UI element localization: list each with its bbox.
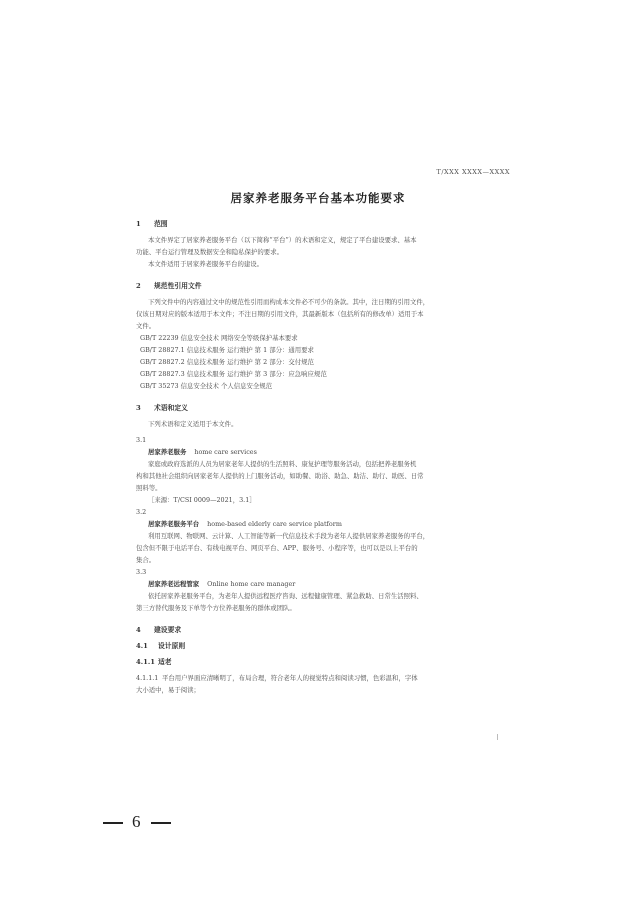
section-title: 适老: [158, 658, 172, 666]
document-id: T/XXX XXXX—XXXX: [436, 168, 510, 176]
term-name: 居家养老远程管家: [148, 580, 200, 588]
reference-item: GB/T 28827.3 信息技术服务 运行维护 第 3 部分：应急响应规范: [140, 370, 327, 378]
section-number: 1: [136, 220, 141, 228]
definition-line: 依托居家养老服务平台，为老年人提供远程医疗咨询、远程健康管理、紧急救助、日常生活照料、: [148, 592, 423, 600]
term-name: 居家养老服务平台: [148, 520, 200, 528]
definition-line: 利用互联网、物联网、云计算、人工智能等新一代信息技术手段为老年人提供居家养老服务的平台，: [148, 532, 430, 540]
section-heading-normative-references: [136, 280, 508, 292]
clause-line: [136, 672, 508, 684]
term-number: 3.2: [136, 508, 147, 516]
document-body: [136, 218, 508, 696]
subsection-heading-elderly-friendly: [136, 656, 508, 668]
section-heading-construction: [136, 624, 508, 636]
clause-line: 大小适中，易于阅读；: [136, 686, 200, 694]
scan-mark: [497, 734, 498, 740]
term-english: home care services: [194, 448, 257, 456]
term-name: 居家养老服务: [148, 448, 187, 456]
reference-item: GB/T 28827.1 信息技术服务 运行维护 第 1 部分：通用要求: [140, 346, 314, 354]
term-entry: [136, 518, 508, 530]
dash-left: [103, 822, 123, 824]
page-number: 6: [132, 812, 142, 831]
definition-line: 构和其他社会组织向居家老年人提供的上门服务活动，如助餐、助浴、助急、助洁、助行、助医、日常: [136, 472, 424, 480]
section-number: 2: [136, 282, 141, 290]
term-number: 3.3: [136, 568, 147, 576]
term-english: home-based elderly care service platform: [207, 520, 342, 528]
definition-line: 家庭或政府选派的人员为居家老年人提供的生活照料、康复护理等服务活动，包括把养老服务机: [148, 460, 417, 468]
page-number-footer: [94, 812, 180, 832]
section-title: 设计原则: [158, 642, 186, 650]
section-number: 3: [136, 404, 141, 412]
section-heading-terms: [136, 402, 508, 414]
document-title: 居家养老服务平台基本功能要求: [230, 191, 406, 205]
section-heading-scope: [136, 218, 508, 230]
section-number: 4.1.1: [136, 658, 155, 666]
clause-number: 4.1.1.1: [136, 674, 159, 682]
definition-line: 集合。: [136, 556, 156, 564]
reference-item: GB/T 35273 信息安全技术 个人信息安全规范: [140, 382, 273, 390]
section-title: 术语和定义: [154, 404, 188, 412]
definition-line: 照料等。: [136, 484, 162, 492]
subsection-heading-design-principles: [136, 640, 508, 652]
term-number: 3.1: [136, 436, 147, 444]
paragraph-line: 本文件界定了居家养老服务平台（以下简称“平台”）的术语和定义，规定了平台建设要求、基本: [148, 236, 417, 244]
paragraph-line: 功能、平台运行管理及数据安全和隐私保护的要求。: [136, 248, 283, 256]
term-english: Online home care manager: [207, 580, 296, 588]
dash-right: [151, 822, 171, 824]
term-entry: [136, 446, 508, 458]
paragraph-line: 下列文件中的内容通过文中的规范性引用而构成本文件必不可少的条款。其中，注日期的引用文件，: [148, 298, 430, 306]
term-entry: [136, 578, 508, 590]
section-number: 4.1: [136, 642, 148, 650]
clause-text: 平台用户界面应清晰明了，布局合理，符合老年人的视觉特点和阅读习惯，色彩温和，字体: [162, 674, 418, 682]
definition-line: 包含但不限于电话平台、有线电视平台、网页平台、APP、服务号、小程序等，也可以是以上平台的: [136, 544, 418, 552]
definition-line: 第三方替代服务及下单等个方位养老服务的群体或团队。: [136, 604, 296, 612]
section-title: 范围: [154, 220, 168, 228]
section-number: 4: [136, 626, 141, 634]
section-title: 规范性引用文件: [154, 282, 202, 290]
section-title: 建设要求: [154, 626, 182, 634]
paragraph-line: 本文件适用于居家养老服务平台的建设。: [148, 260, 264, 268]
reference-item: GB/T 28827.2 信息技术服务 运行维护 第 2 部分：交付规范: [140, 358, 314, 366]
paragraph-line: 下列术语和定义适用于本文件。: [148, 420, 238, 428]
definition-source: ［来源：T/CSI 0009—2021，3.1］: [148, 496, 256, 504]
reference-item: GB/T 22239 信息安全技术 网络安全等级保护基本要求: [140, 334, 298, 342]
paragraph-line: 文件。: [136, 322, 156, 330]
paragraph-line: 仅该日期对应的版本适用于本文件；不注日期的引用文件，其最新版本（包括所有的修改单）适用于本: [136, 310, 424, 318]
